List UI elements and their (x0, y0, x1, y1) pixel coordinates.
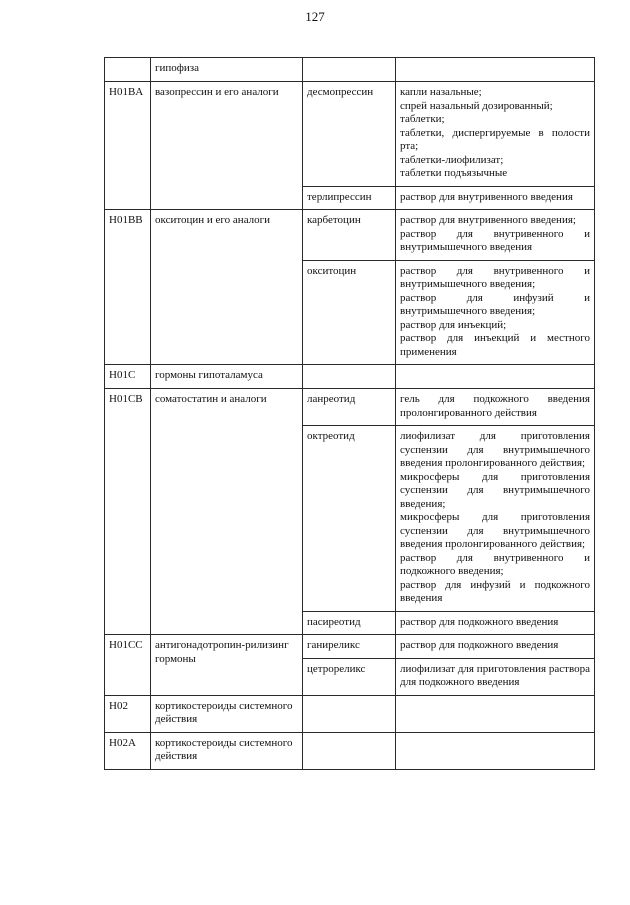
dosage-form-item: раствор для подкожного введения (400, 639, 559, 651)
dosage-forms-cell (396, 210, 595, 261)
group-name-cell: соматостатин и аналоги (151, 389, 303, 635)
table-row (105, 635, 595, 659)
dosage-form-item: лиофилизат для приготовления суспензии для внутримышечного введения пролонгированного действия; (400, 430, 590, 469)
drug-name-cell: карбетоцин (303, 210, 396, 261)
dosage-form-item: раствор для инфузий и подкожного введения (400, 578, 590, 604)
table-row (105, 365, 595, 389)
dosage-form-item: раствор для внутривенного и подкожного введения; (400, 551, 590, 577)
table-row (105, 732, 595, 769)
drug-name-cell: пасиреотид (303, 611, 396, 635)
dosage-form-item: раствор для внутривенного и внутримышечного введения (400, 227, 590, 253)
drug-name-cell: десмопрессин (303, 82, 396, 187)
drug-name-cell: терлипрессин (303, 186, 396, 210)
drug-name-cell (303, 58, 396, 82)
drug-name-cell: ганиреликс (303, 635, 396, 659)
drug-name-cell (303, 732, 396, 769)
atc-code-cell: H01CC (105, 635, 151, 696)
table-row (105, 210, 595, 261)
dosage-form-item: лиофилизат для приготовления раствора для подкожного введения (400, 662, 590, 688)
dosage-forms-cell (396, 658, 595, 695)
dosage-form-item: раствор для инфузий и внутримышечного введения; (400, 291, 590, 317)
table-row (105, 58, 595, 82)
drug-name-cell: цетрореликс (303, 658, 396, 695)
drug-name-cell (303, 365, 396, 389)
atc-code-cell: H01CB (105, 389, 151, 635)
table-row (105, 389, 595, 426)
dosage-forms-cell (396, 695, 595, 732)
dosage-forms-cell (396, 365, 595, 389)
dosage-forms-cell (396, 426, 595, 612)
dosage-form-item: спрей назальный дозированный; (400, 99, 553, 112)
dosage-form-item: раствор для внутривенного и внутримышечного введения; (400, 264, 590, 290)
atc-code-cell (105, 58, 151, 82)
dosage-forms-cell (396, 82, 595, 187)
dosage-forms-cell (396, 58, 595, 82)
drug-classification-table (104, 57, 595, 770)
atc-code-cell: H02A (105, 732, 151, 769)
dosage-form-item: раствор для внутривенного введения (400, 190, 573, 203)
dosage-forms-cell (396, 260, 595, 365)
group-name-cell: окситоцин и его аналоги (151, 210, 303, 365)
drug-name-cell: ланреотид (303, 389, 396, 426)
dosage-forms-cell (396, 389, 595, 426)
drug-name-cell: октреотид (303, 426, 396, 612)
dosage-forms-cell (396, 611, 595, 635)
drug-name-cell (303, 695, 396, 732)
page-number: 127 (305, 9, 325, 24)
table-row (105, 82, 595, 187)
group-name-cell: кортикостероиды системного действия (151, 695, 303, 732)
dosage-form-item: микросферы для приготовления суспензии для внутримышечного введения пролонгированного действия; (400, 511, 590, 550)
dosage-form-item: раствор для инъекций; (400, 318, 507, 331)
dosage-form-item: таблетки, диспергируемые в полости рта; (400, 126, 590, 152)
dosage-form-item: раствор для внутривенного введения; (400, 214, 576, 226)
group-name-cell: антигонадотропин-рилизинг гормоны (151, 635, 303, 696)
table-row (105, 695, 595, 732)
dosage-form-item: таблетки подъязычные (400, 167, 508, 179)
drug-name-cell: окситоцин (303, 260, 396, 365)
dosage-forms-cell (396, 635, 595, 659)
dosage-form-item: таблетки-лиофилизат; (400, 153, 504, 166)
dosage-form-item: микросферы для приготовления суспензии для внутримышечного введения; (400, 470, 590, 510)
atc-code-cell: H01BA (105, 82, 151, 210)
atc-code-cell: H01BB (105, 210, 151, 365)
dosage-form-item: гель для подкожного введения пролонгированного действия (400, 393, 590, 419)
group-name-cell: гипофиза (151, 58, 303, 82)
dosage-form-item: раствор для подкожного введения (400, 615, 559, 628)
dosage-form-item: таблетки; (400, 113, 445, 125)
dosage-form-item: раствор для инъекций и местного применения (400, 332, 590, 358)
group-name-cell: вазопрессин и его аналоги (151, 82, 303, 210)
table-body (105, 58, 595, 770)
atc-code-cell: H02 (105, 695, 151, 732)
dosage-forms-cell (396, 732, 595, 769)
dosage-form-item: капли назальные; (400, 86, 482, 98)
atc-code-cell: H01C (105, 365, 151, 389)
group-name-cell: кортикостероиды системного действия (151, 732, 303, 769)
dosage-forms-cell (396, 186, 595, 210)
group-name-cell: гормоны гипоталамуса (151, 365, 303, 389)
